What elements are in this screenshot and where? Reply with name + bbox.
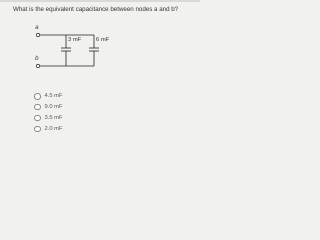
cap2-label: 6 mF [96,37,110,43]
node-b-terminal [36,64,39,67]
node-a-terminal [36,33,39,36]
radio-button[interactable] [34,126,41,133]
radio-button[interactable] [34,104,41,111]
circuit-diagram [0,0,200,150]
option-1[interactable] [34,91,63,102]
cap1-label: 3 mF [68,37,82,43]
option-label: 4.5 mF [44,93,63,100]
option-label: 2.0 mF [44,125,63,132]
answer-options [34,91,63,134]
option-2[interactable] [34,102,63,113]
node-a-label: a [35,24,39,31]
radio-button[interactable] [34,93,41,100]
option-4[interactable] [34,123,63,134]
option-label: 3.5 mF [44,114,63,121]
question-text: What is the equivalent capacitance between nodes a and b? [13,6,179,13]
radio-button[interactable] [34,115,41,122]
option-label: 9.0 mF [44,104,63,111]
node-b-label: b [35,55,39,62]
option-3[interactable] [34,113,63,124]
